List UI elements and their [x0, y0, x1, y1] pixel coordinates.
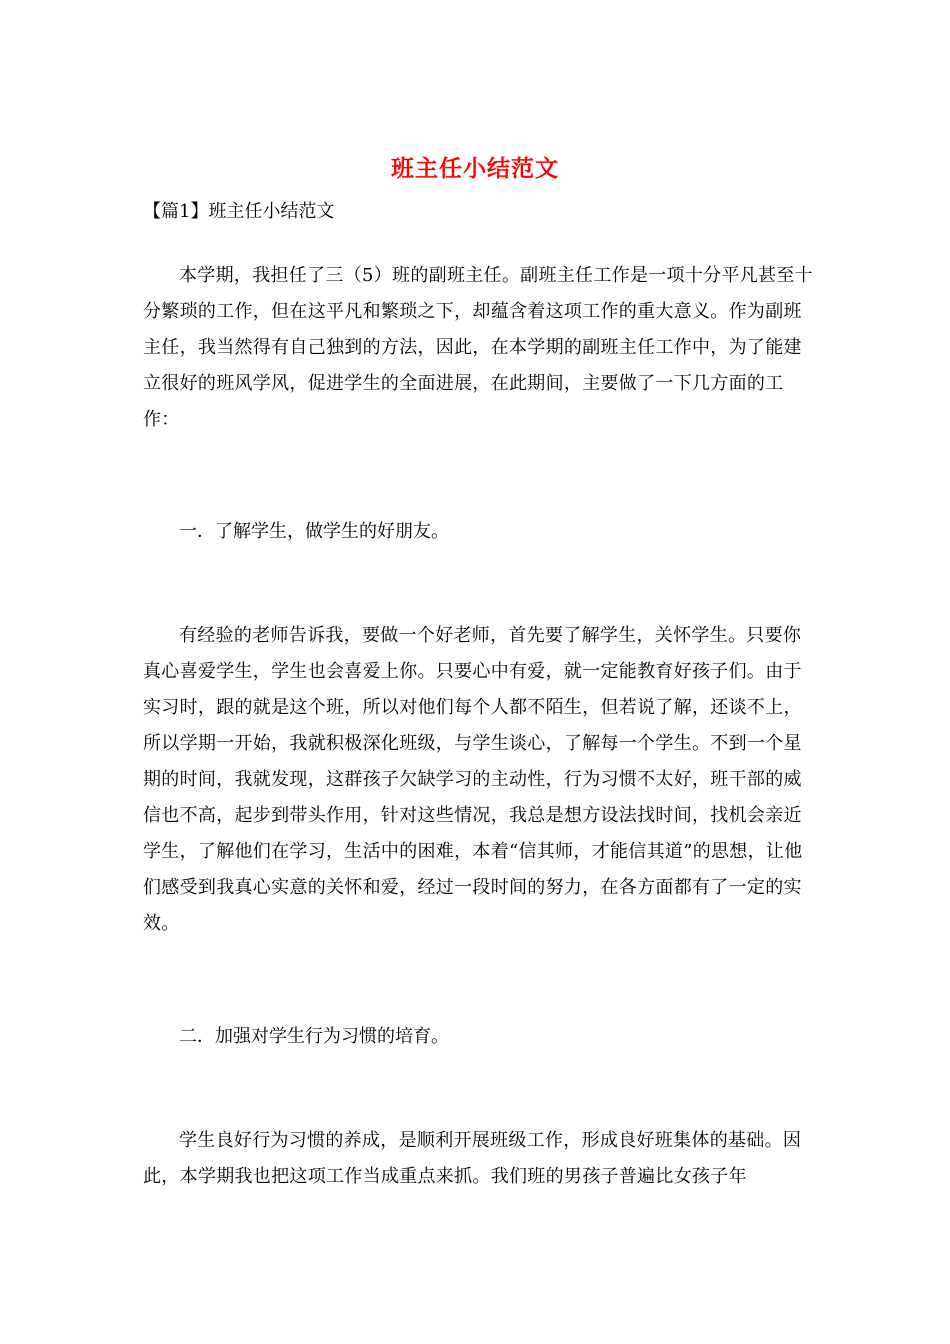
- paragraph-understand-students: 有经验的老师告诉我，要做一个好老师，首先要了解学生，关怀学生。只要你真心喜爱学生，学生也会喜爱上你。只要心中有爱，就一定能教育好孩子们。由于实习时，跟的就是这个班，所以对他们每个人都不陌生，但若说了解，还谈不上，所以学期一开始，我就积极深化班级，与学生谈心，了解每一个学生。不到一个星期的时间，我就发现，这群孩子欠缺学习的主动性，行为习惯不太好，班干部的威信也不高，起步到带头作用，针对这些情况，我总是想方设法找时间，找机会亲近学生，了解他们在学习，生活中的困难，本着“信其师，才能信其道”的思想，让他们感受到我真心实意的关怀和爱，经过一段时间的努力，在各方面都有了一定的实效。: [143, 625, 803, 934]
- paragraph-intro: 本学期，我担任了三（5）班的副班主任。副班主任工作是一项十分平凡甚至十分繁琐的工作，但在这平凡和繁琐之下，却蕴含着这项工作的重大意义。作为副班主任，我当然得有自己独到的方法，因此，在本学期的副班主任工作中，为了能建立很好的班风学风，促进学生的全面进展，在此期间，主要做了一下几方面的工作：: [143, 265, 813, 430]
- section-label: 【篇1】班主任小结范文: [143, 201, 335, 222]
- heading-understand-students: 一．了解学生，做学生的好朋友。: [179, 521, 449, 542]
- paragraph-behavior-habits: 学生良好行为习惯的养成，是顺利开展班级工作，形成良好班集体的基础。因此，本学期我也把这项工作当成重点来抓。我们班的男孩子普遍比女孩子年: [143, 1130, 802, 1187]
- heading-behavior-habits: 二．加强对学生行为习惯的培育。: [179, 1026, 449, 1047]
- document-title: 班主任小结范文: [391, 155, 559, 182]
